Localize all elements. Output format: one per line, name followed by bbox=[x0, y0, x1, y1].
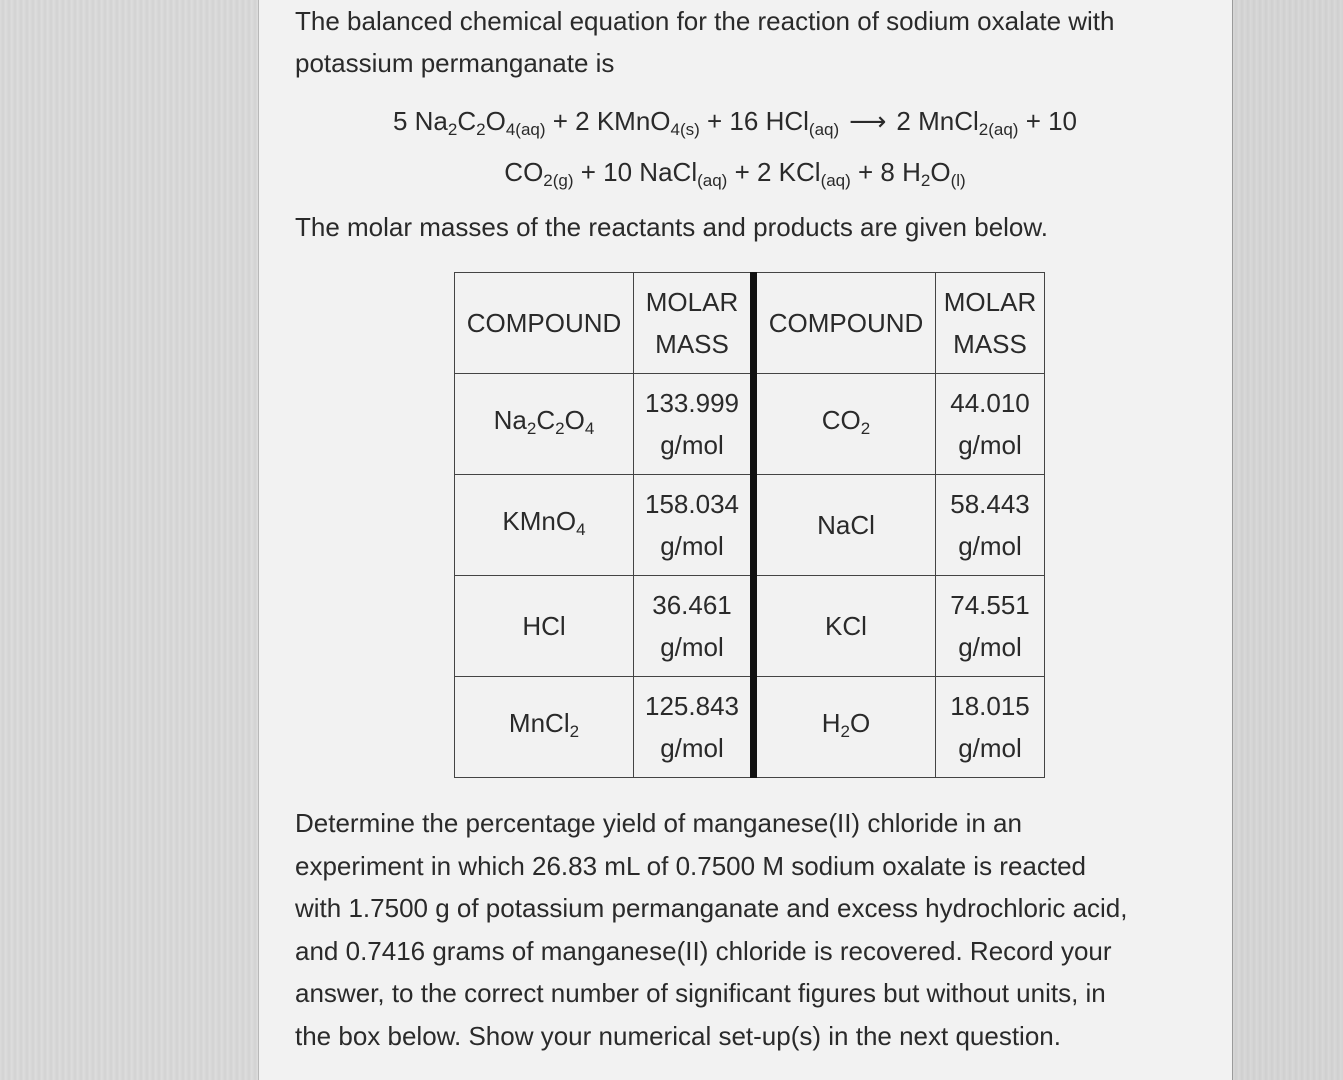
equation-line-2: $CO_{2(g)} + 10$ NaCl$_{(aq)}$ + 2 KCl$_{(aq)}$ + 8 $H_2O_{(l)}$ bbox=[504, 157, 966, 190]
molar-mass-cell: 158.034 g/mol bbox=[634, 475, 754, 576]
molar-mass-cell: 18.015 g/mol bbox=[936, 677, 1045, 778]
table-row bbox=[455, 576, 1045, 677]
molar-mass-cell: 36.461 g/mol bbox=[634, 576, 754, 677]
molar-mass-cell: 125.843 g/mol bbox=[634, 677, 754, 778]
molar-mass-table bbox=[454, 272, 1045, 778]
header-molar-mass-right: MOLAR MASS bbox=[936, 273, 1045, 374]
compound-cell: NaCl bbox=[754, 475, 936, 576]
compound-cell: $H_2O$ bbox=[754, 677, 936, 778]
question-line: with 1.7500 g of potassium permanganate and excess hydrochloric acid, bbox=[295, 893, 1128, 923]
header-compound-left: COMPOUND bbox=[455, 273, 634, 374]
molar-mass-cell: 133.999 g/mol bbox=[634, 374, 754, 475]
question-line: experiment in which 26.83 mL of 0.7500 M sodium oxalate is reacted bbox=[295, 850, 1087, 881]
molar-mass-cell: 74.551 g/mol bbox=[936, 576, 1045, 677]
intro-text bbox=[295, 0, 1195, 84]
question-line: Determine the percentage yield of manganese(II) chloride in an bbox=[295, 808, 1022, 838]
compound-cell: KCl bbox=[754, 576, 936, 677]
table-header-row bbox=[455, 273, 1045, 374]
table-row bbox=[455, 475, 1045, 576]
question-text bbox=[295, 802, 1195, 1057]
header-compound-right: COMPOUND bbox=[754, 273, 936, 374]
reaction-arrow: ⟶ bbox=[849, 106, 887, 136]
compound-cell: KMnO$_4$ bbox=[455, 475, 634, 576]
table-row bbox=[455, 677, 1045, 778]
molar-mass-cell: 58.443 g/mol bbox=[936, 475, 1045, 576]
intro-line-2: potassium permanganate is bbox=[295, 48, 615, 78]
question-page bbox=[258, 0, 1234, 1080]
compound-cell: MnCl$_2$ bbox=[455, 677, 634, 778]
compound-cell: HCl bbox=[455, 576, 634, 677]
right-margin bbox=[1232, 0, 1343, 1080]
question-line: answer, to the correct number of significant figures but without units, in bbox=[295, 978, 1106, 1008]
compound-cell: $CO_2$ bbox=[754, 374, 936, 475]
question-line: the box below. Show your numerical set-up(s) in the next question. bbox=[295, 1020, 1061, 1051]
question-line: and 0.7416 grams of manganese(II) chloride is recovered. Record your bbox=[295, 935, 1112, 966]
balanced-equation bbox=[295, 100, 1175, 202]
intro-line-1: The balanced chemical equation for the reaction of sodium oxalate with bbox=[295, 6, 1115, 36]
molar-mass-cell: 44.010 g/mol bbox=[936, 374, 1045, 475]
header-molar-mass-left: MOLAR MASS bbox=[634, 273, 754, 374]
table-row bbox=[455, 374, 1045, 475]
molar-masses-intro: The molar masses of the reactants and products are given below. bbox=[295, 212, 1048, 242]
left-margin bbox=[0, 0, 258, 1080]
compound-cell: $Na_2C_2O_4$ bbox=[455, 374, 634, 475]
equation-line-1: 5 $Na_2C_2O_{4(aq)} + 2$ KMnO$_{4(s)}$ + 16 HCl$_{(aq)}$ ⟶ 2 MnCl$_{2(aq)}$ + 10 bbox=[295, 100, 1175, 151]
